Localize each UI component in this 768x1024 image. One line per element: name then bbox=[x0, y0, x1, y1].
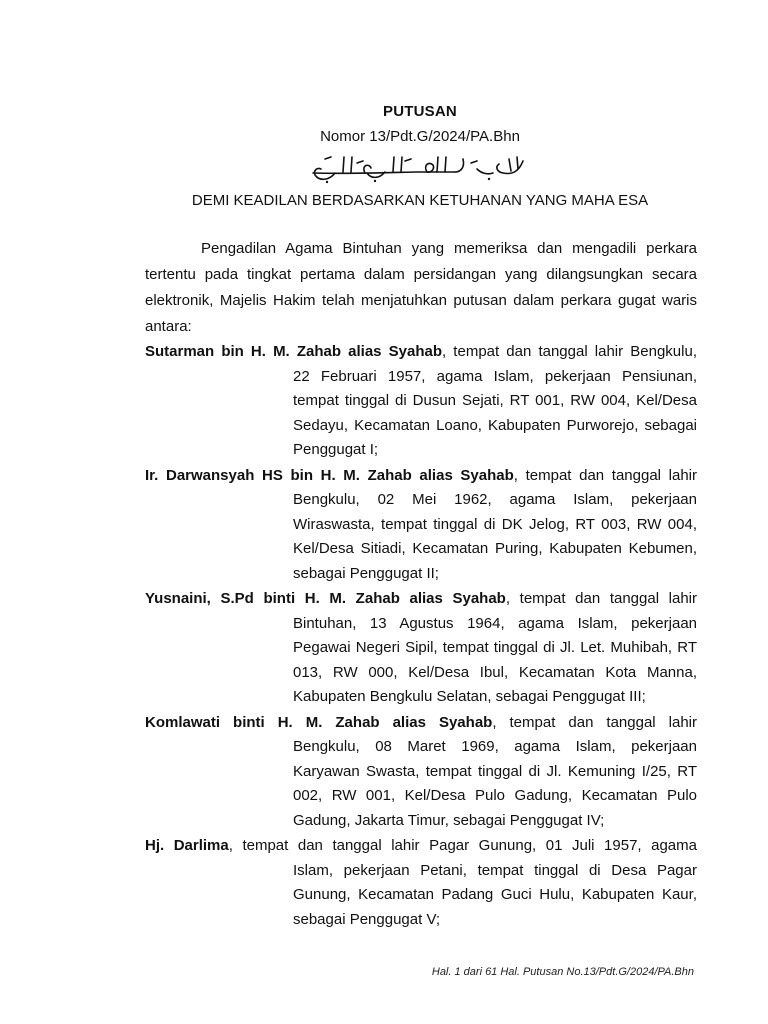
party-entry bbox=[145, 834, 697, 932]
party-head-text: , tempat dan tanggal lahir bbox=[492, 713, 697, 731]
party-entry bbox=[145, 340, 697, 463]
parties-list bbox=[145, 340, 697, 933]
party-entry bbox=[145, 464, 697, 587]
intro-paragraph: Pengadilan Agama Bintuhan yang memeriksa dan mengadili perkara tertentu pada tingkat pertama dalam persidangan yang dilangsungkan secara elektronik, Majelis Hakim telah menjatuhkan putusan dalam perkara gugat waris antara: bbox=[145, 240, 697, 335]
party-head-text: , tempat dan tanggal lahir bbox=[505, 590, 698, 607]
document-title: PUTUSAN bbox=[383, 103, 457, 120]
party-entry bbox=[145, 587, 697, 710]
party-details: Bengkulu, 08 Maret 1969, agama Islam, pekerjaan Karyawan Swasta, tempat tinggal di Jl. Kemuning I/25, RT 002, RW 001, Kel/Desa Pulo Gadung, Kecamatan Pulo Gadung, Jakarta Timur, sebagai Penggugat IV; bbox=[293, 738, 697, 829]
party-head-text: , tempat dan tanggal lahir Pagar Gunung, 01 Juli 1957, agama bbox=[228, 837, 697, 854]
party-name: Sutarman bin H. M. Zahab alias Syahab bbox=[145, 343, 443, 360]
party-head-text: , tempat dan tanggal lahir Bengkulu, bbox=[442, 343, 697, 360]
party-name: Yusnaini, S.Pd binti H. M. Zahab alias Syahab bbox=[145, 590, 506, 607]
party-details: 22 Februari 1957, agama Islam, pekerjaan Pensiunan, tempat tinggal di Dusun Sejati, RT 001, RW 004, Kel/Desa Sedayu, Kecamatan Loano, Kabupaten Purworejo, sebagai Penggugat I; bbox=[293, 367, 697, 458]
party-head-text: , tempat dan tanggal lahir bbox=[513, 466, 697, 484]
party-name: Komlawati binti H. M. Zahab alias Syahab bbox=[145, 713, 493, 731]
party-name: Hj. Darlima bbox=[145, 837, 229, 854]
party-name: Ir. Darwansyah HS bin H. M. Zahab alias Syahab bbox=[145, 466, 514, 484]
basmalah-calligraphy bbox=[305, 151, 535, 185]
party-entry bbox=[145, 711, 697, 834]
case-number: Nomor 13/Pdt.G/2024/PA.Bhn bbox=[320, 128, 520, 145]
document-heading: DEMI KEADILAN BERDASARKAN KETUHANAN YANG MAHA ESA bbox=[191, 192, 649, 209]
page-footer: Hal. 1 dari 61 Hal. Putusan No.13/Pdt.G/2024/PA.Bhn bbox=[431, 966, 694, 978]
party-details: Bintuhan, 13 Agustus 1964, agama Islam, pekerjaan Pegawai Negeri Sipil, tempat tinggal di Jl. Let. Muhibah, RT 013, RW 000, Kel/Desa Ibul, Kecamatan Kota Manna, Kabupaten Bengkulu Selatan, sebagai Penggugat III; bbox=[293, 614, 697, 705]
party-details: Islam, pekerjaan Petani, tempat tinggal di Desa Pagar Gunung, Kecamatan Padang Guci Hulu, Kabupaten Kaur, sebagai Penggugat V; bbox=[293, 861, 697, 928]
party-details: Bengkulu, 02 Mei 1962, agama Islam, pekerjaan Wiraswasta, tempat tinggal di DK Jelog, RT 003, RW 004, Kel/Desa Sitiadi, Kecamatan Puring, Kabupaten Kebumen, sebagai Penggugat II; bbox=[293, 491, 697, 582]
